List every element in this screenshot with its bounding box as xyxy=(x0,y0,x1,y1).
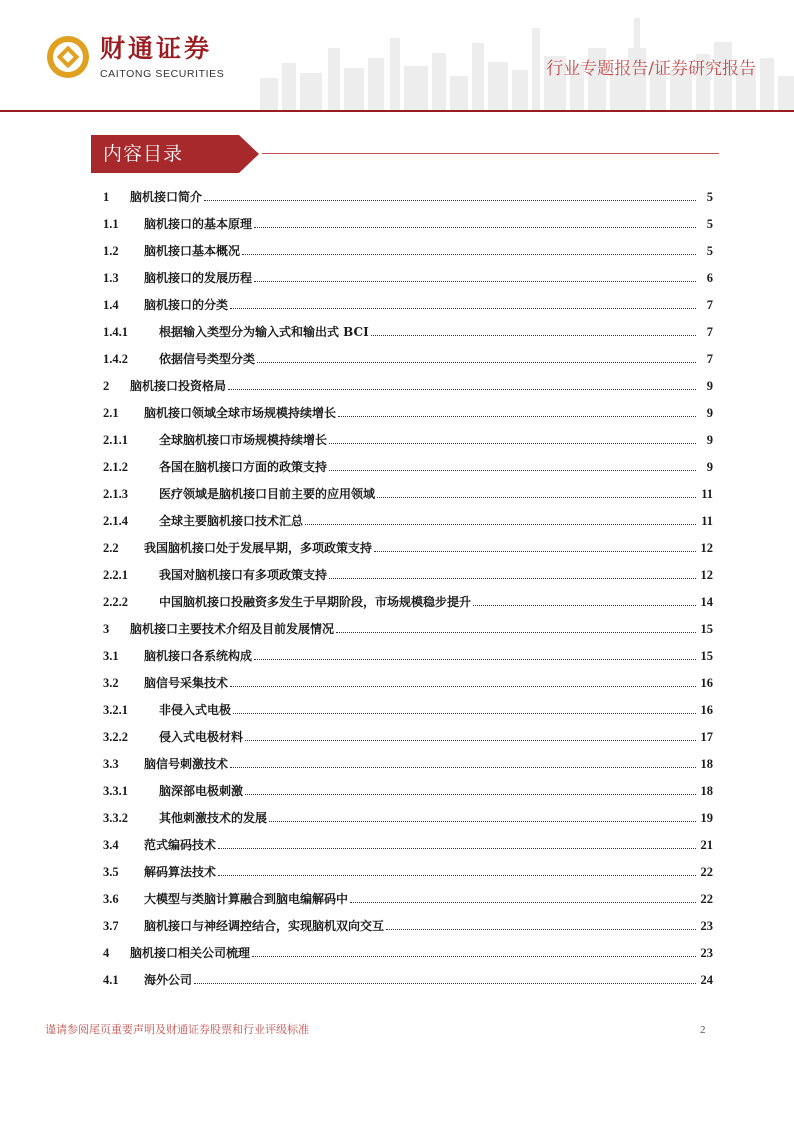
toc-entry-title: 脑信号刺激技术 xyxy=(144,757,229,771)
toc-entry-title: 脑机接口主要技术介绍及目前发展情况 xyxy=(130,622,335,636)
toc-entry-page: 22 xyxy=(700,892,713,906)
toc-entry-page: 21 xyxy=(700,838,713,852)
toc-entry-title: 海外公司 xyxy=(144,973,193,987)
toc-entry[interactable] xyxy=(103,236,713,263)
toc-dot-leader xyxy=(230,766,696,768)
toc-entry-number: 4.1 xyxy=(103,973,119,987)
toc-entry-number: 3.2.2 xyxy=(103,730,128,744)
toc-entry[interactable] xyxy=(103,209,713,236)
toc-dot-leader xyxy=(305,523,696,525)
toc-entry-number: 2.2.2 xyxy=(103,595,128,609)
toc-entry-number: 1.1 xyxy=(103,217,119,231)
toc-entry-page: 15 xyxy=(700,649,713,663)
toc-entry-title: 全球主要脑机接口技术汇总 xyxy=(159,514,304,528)
toc-entry-number: 3.6 xyxy=(103,892,119,906)
toc-entry-page: 24 xyxy=(700,973,713,987)
toc-entry-number: 4 xyxy=(103,946,110,960)
toc-dot-leader xyxy=(473,604,696,606)
toc-entry-title: 医疗领域是脑机接口目前主要的应用领域 xyxy=(159,487,376,501)
toc-entry[interactable] xyxy=(103,587,713,614)
toc-entry-number: 3.3 xyxy=(103,757,119,771)
toc-entry[interactable] xyxy=(103,614,713,641)
toc-entry[interactable] xyxy=(103,560,713,587)
toc-dot-leader xyxy=(254,226,696,228)
toc-entry-number: 2.1.4 xyxy=(103,514,128,528)
toc-entry[interactable] xyxy=(103,263,713,290)
toc-entry-title: 范式编码技术 xyxy=(144,838,217,852)
toc-entry-page: 5 xyxy=(706,244,713,258)
toc-entry-page: 18 xyxy=(700,757,713,771)
toc-entry-page: 12 xyxy=(700,568,713,582)
toc-entry-title: 解码算法技术 xyxy=(144,865,217,879)
disclaimer-note: 谨请参阅尾页重要声明及财通证券股票和行业评级标准 xyxy=(45,1023,309,1036)
toc-entry[interactable] xyxy=(103,722,713,749)
toc-entry-number: 1.4.2 xyxy=(103,352,128,366)
toc-dot-leader xyxy=(329,469,696,471)
toc-entry[interactable] xyxy=(103,182,713,209)
toc-entry-page: 6 xyxy=(706,271,713,285)
toc-entry-title: 非侵入式电极 xyxy=(159,703,232,717)
toc-entry-title: 大模型与类脑计算融合到脑电编解码中 xyxy=(144,892,349,906)
toc-entry[interactable] xyxy=(103,641,713,668)
page-number: 2 xyxy=(700,1024,706,1036)
toc-dot-leader xyxy=(194,982,696,984)
toc-dot-leader xyxy=(329,442,696,444)
toc-entry-title: 脑信号采集技术 xyxy=(144,676,229,690)
toc-entry-title: 脑机接口相关公司梳理 xyxy=(130,946,251,960)
toc-entry-title: 我国脑机接口处于发展早期，多项政策支持 xyxy=(144,541,373,555)
toc-entry-number: 3.2 xyxy=(103,676,119,690)
toc-entry[interactable] xyxy=(103,533,713,560)
toc-dot-leader xyxy=(350,901,696,903)
toc-entry-number: 2.2 xyxy=(103,541,119,555)
toc-dot-leader xyxy=(230,685,696,687)
toc-entry-page: 9 xyxy=(706,406,713,420)
toc-entry-page: 5 xyxy=(706,190,713,204)
toc-dot-leader xyxy=(374,550,696,552)
toc-entry[interactable] xyxy=(103,479,713,506)
toc-entry-number: 1.4 xyxy=(103,298,119,312)
toc-entry-page: 7 xyxy=(706,352,713,366)
toc-entry-page: 5 xyxy=(706,217,713,231)
toc-dot-leader xyxy=(233,712,696,714)
toc-entry-title: 根据输入类型分为输入式和输出式 BCI xyxy=(159,325,369,339)
brand-name-cn: 财通证券 xyxy=(100,34,213,63)
toc-entry[interactable] xyxy=(103,965,713,992)
toc-dot-leader xyxy=(218,847,696,849)
toc-entry[interactable] xyxy=(103,749,713,776)
toc-entry-title: 脑机接口的基本原理 xyxy=(144,217,253,231)
toc-entry-title: 全球脑机接口市场规模持续增长 xyxy=(159,433,328,447)
toc-entry[interactable] xyxy=(103,371,713,398)
toc-entry-page: 16 xyxy=(700,703,713,717)
toc-entry-number: 3 xyxy=(103,622,110,636)
toc-entry[interactable] xyxy=(103,776,713,803)
toc-entry[interactable] xyxy=(103,911,713,938)
toc-entry-page: 15 xyxy=(700,622,713,636)
toc-entry-number: 3.4 xyxy=(103,838,119,852)
toc-entry-number: 3.1 xyxy=(103,649,119,663)
toc-dot-leader xyxy=(204,199,696,201)
toc-entry-page: 11 xyxy=(701,487,713,501)
report-type-label: 行业专题报告/证券研究报告 xyxy=(546,59,756,79)
toc-entry-page: 22 xyxy=(700,865,713,879)
toc-entry-number: 2.1.1 xyxy=(103,433,128,447)
toc-entry-page: 11 xyxy=(701,514,713,528)
toc-entry-number: 3.3.1 xyxy=(103,784,128,798)
toc-entry-title: 脑机接口各系统构成 xyxy=(144,649,253,663)
toc-entry-title: 其他刺激技术的发展 xyxy=(159,811,268,825)
toc-dot-leader xyxy=(371,334,696,336)
toc-dot-leader xyxy=(329,577,696,579)
toc-title-rule xyxy=(262,153,719,154)
toc-entry-number: 3.7 xyxy=(103,919,119,933)
toc-entry-page: 9 xyxy=(706,379,713,393)
toc-entry-page: 7 xyxy=(706,325,713,339)
toc-entry[interactable] xyxy=(103,830,713,857)
toc-entry-title: 各国在脑机接口方面的政策支持 xyxy=(159,460,328,474)
toc-dot-leader xyxy=(254,280,696,282)
toc-entry-number: 1.4.1 xyxy=(103,325,128,339)
brand-name-en: CAITONG SECURITIES xyxy=(100,68,225,80)
toc-entry-number: 2.1 xyxy=(103,406,119,420)
toc-entry-number: 3.3.2 xyxy=(103,811,128,825)
toc-entry-title: 脑机接口领域全球市场规模持续增长 xyxy=(144,406,337,420)
toc-entry-number: 2.1.2 xyxy=(103,460,128,474)
toc-entry[interactable] xyxy=(103,668,713,695)
toc-dot-leader xyxy=(336,631,696,633)
toc-dot-leader xyxy=(228,388,696,390)
toc-entry-page: 14 xyxy=(700,595,713,609)
toc-entry-number: 2.2.1 xyxy=(103,568,128,582)
toc-dot-leader xyxy=(254,658,696,660)
toc-entry-page: 16 xyxy=(700,676,713,690)
toc-entry-page: 12 xyxy=(700,541,713,555)
toc-entry[interactable] xyxy=(103,857,713,884)
toc-dot-leader xyxy=(269,820,696,822)
toc-dot-leader xyxy=(252,955,696,957)
toc-entry-page: 9 xyxy=(706,433,713,447)
toc-dot-leader xyxy=(230,307,696,309)
toc-entry-title: 脑机接口投资格局 xyxy=(130,379,227,393)
toc-entry[interactable] xyxy=(103,506,713,533)
toc-entry[interactable] xyxy=(103,938,713,965)
toc-entry[interactable] xyxy=(103,317,713,344)
toc-dot-leader xyxy=(338,415,696,417)
toc-entry-title: 脑机接口简介 xyxy=(130,190,203,204)
toc-entry[interactable] xyxy=(103,425,713,452)
toc-entry-title: 脑机接口的分类 xyxy=(144,298,229,312)
toc-entry-page: 18 xyxy=(700,784,713,798)
toc-dot-leader xyxy=(377,496,696,498)
caitong-logo-icon xyxy=(45,34,91,80)
toc-entry-number: 1 xyxy=(103,190,110,204)
page-header xyxy=(0,0,794,115)
toc-entry-page: 9 xyxy=(706,460,713,474)
toc-title: 内容目录 xyxy=(103,143,184,165)
toc-entry-title: 脑机接口基本概况 xyxy=(144,244,241,258)
toc-entry-number: 2 xyxy=(103,379,110,393)
toc-entry-title: 依据信号类型分类 xyxy=(159,352,256,366)
toc-entry-title: 我国对脑机接口有多项政策支持 xyxy=(159,568,328,582)
toc-entry-number: 2.1.3 xyxy=(103,487,128,501)
header-divider xyxy=(0,110,794,112)
toc-entry-page: 23 xyxy=(700,919,713,933)
toc-entry[interactable] xyxy=(103,884,713,911)
toc-dot-leader xyxy=(257,361,696,363)
toc-entry-title: 侵入式电极材料 xyxy=(159,730,244,744)
toc-entry-page: 19 xyxy=(700,811,713,825)
toc-entry-title: 脑深部电极刺激 xyxy=(159,784,244,798)
toc-dot-leader xyxy=(245,793,696,795)
toc-dot-leader xyxy=(245,739,696,741)
toc-entry-page: 17 xyxy=(700,730,713,744)
toc-entry-number: 1.2 xyxy=(103,244,119,258)
toc-entry-number: 3.5 xyxy=(103,865,119,879)
toc-entry[interactable] xyxy=(103,398,713,425)
toc-entry[interactable] xyxy=(103,452,713,479)
toc-dot-leader xyxy=(242,253,696,255)
toc-entry-number: 1.3 xyxy=(103,271,119,285)
toc-entry-title: 脑机接口与神经调控结合，实现脑机双向交互 xyxy=(144,919,385,933)
toc-entry-title: 中国脑机接口投融资多发生于早期阶段，市场规模稳步提升 xyxy=(159,595,472,609)
toc-entry[interactable] xyxy=(103,803,713,830)
toc-entry-number: 3.2.1 xyxy=(103,703,128,717)
toc-entry-page: 23 xyxy=(700,946,713,960)
toc-entry[interactable] xyxy=(103,695,713,722)
toc-entry[interactable] xyxy=(103,290,713,317)
table-of-contents xyxy=(103,182,713,992)
toc-dot-leader xyxy=(386,928,696,930)
toc-dot-leader xyxy=(218,874,696,876)
toc-entry-title: 脑机接口的发展历程 xyxy=(144,271,253,285)
toc-entry-page: 7 xyxy=(706,298,713,312)
toc-entry[interactable] xyxy=(103,344,713,371)
